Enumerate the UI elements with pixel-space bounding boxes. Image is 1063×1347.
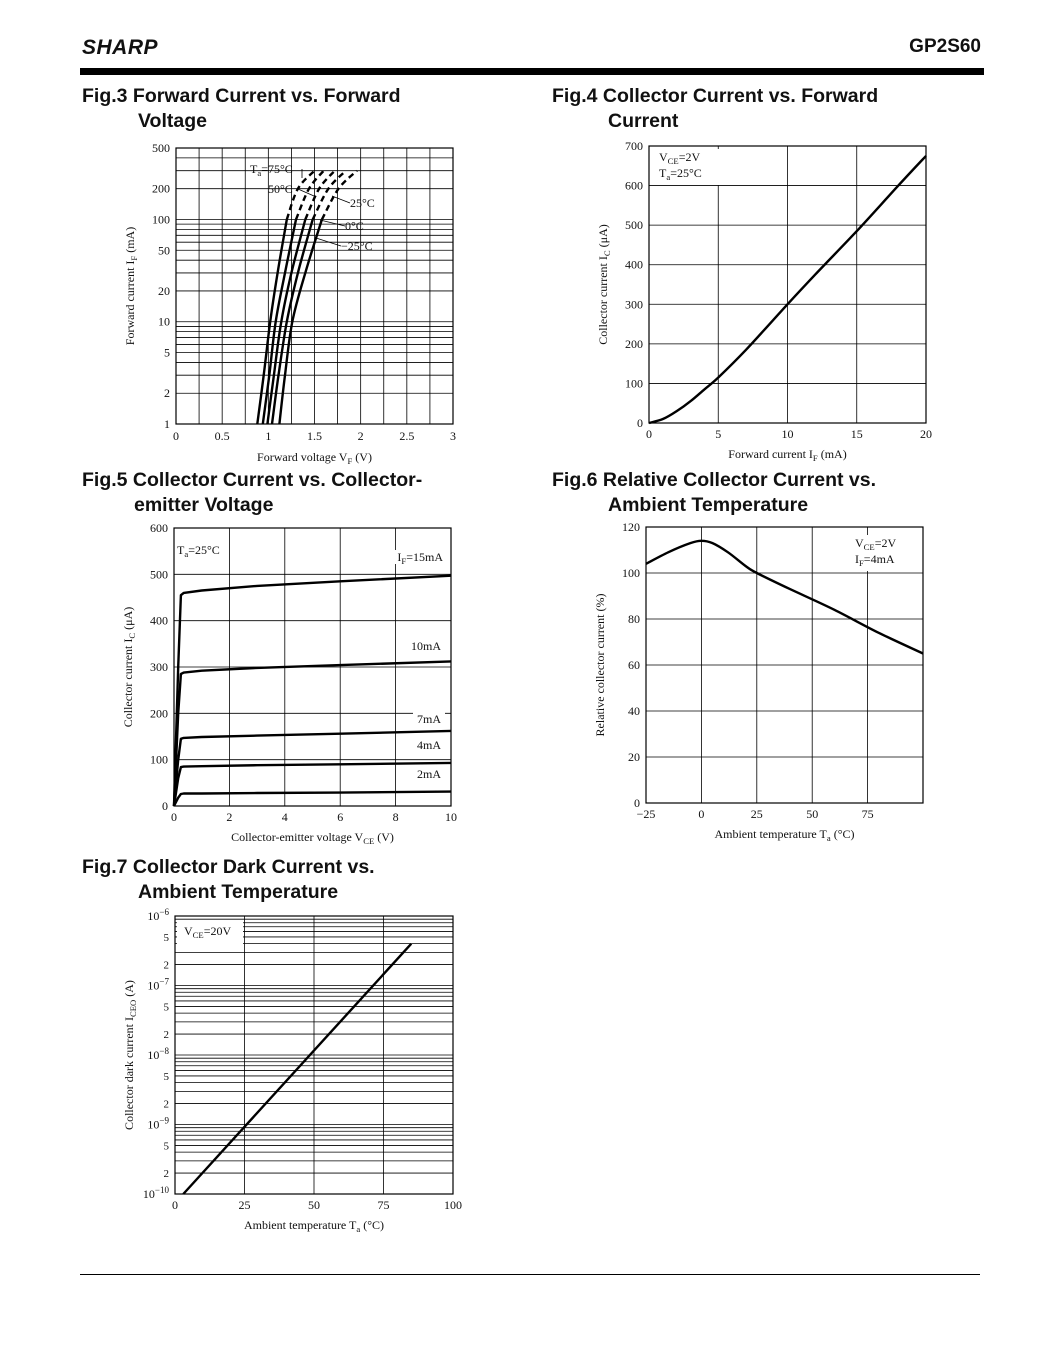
- fig7-y-axis-label: Collector dark current $I_{CEO}$ (A): [122, 980, 138, 1130]
- fig5-x-tick-label: 0: [171, 810, 177, 824]
- fig4-title-line2: Current: [608, 110, 679, 132]
- fig3-series-label-3: 0°C: [345, 219, 364, 233]
- fig4-y-tick-label: 700: [625, 139, 643, 153]
- fig3-x-tick-label: 1.5: [307, 429, 322, 443]
- fig5-x-axis-label: Collector-emitter voltage $V_{CE}$ (V): [231, 830, 394, 846]
- fig7-y-minor-tick-label: 2: [163, 1098, 169, 1111]
- fig7-x-tick-label: 100: [444, 1198, 462, 1212]
- fig5-y-tick-label: 500: [150, 567, 168, 582]
- fig5-series-line-4: [174, 792, 451, 806]
- fig4-x-tick-label: 0: [646, 427, 652, 441]
- fig3-leader-2: [332, 196, 350, 203]
- fig3-y-tick-label: 200: [152, 181, 170, 196]
- fig5-y-tick-label: 600: [150, 521, 168, 535]
- fig4-y-tick-label: 600: [625, 178, 643, 193]
- fig3-x-tick-label: 0.5: [214, 429, 230, 443]
- fig4-y-tick-label: 200: [625, 336, 643, 351]
- fig3-y-tick-label: 10: [158, 314, 170, 329]
- fig6-x-tick-label: −25: [636, 807, 656, 821]
- fig3-x-axis-label: Forward voltage $V_F$ (V): [257, 450, 372, 466]
- fig4-x-axis-label: Forward current $I_F$ (mA): [728, 447, 847, 463]
- fig6-x-tick-label: 25: [750, 807, 763, 821]
- fig5-series-label-4: 2mA: [417, 767, 441, 781]
- fig7-y-major-tick-label: $10^{-7}$: [147, 976, 169, 993]
- fig6-condition-1: $I_F=4mA$: [855, 552, 895, 568]
- fig7-x-tick-label: 50: [308, 1198, 320, 1212]
- fig4-y-tick-label: 500: [625, 218, 643, 233]
- fig7-x-axis-label: Ambient temperature $T_a$ (°C): [243, 1218, 385, 1234]
- fig7-x-tick-label: 75: [377, 1198, 390, 1212]
- fig5-series-line-3: [174, 763, 451, 806]
- fig6-condition-0: $V_{CE}=2V$: [855, 536, 897, 552]
- fig5-x-tick-label: 10: [445, 810, 457, 824]
- fig3-y-tick-label: 500: [152, 141, 170, 155]
- fig5-x-tick-label: 2: [226, 810, 233, 824]
- fig3-series-label-2: 25°C: [350, 196, 375, 210]
- brand-logo: SHARP: [82, 36, 159, 59]
- fig6-title-line1: Fig.6 Relative Collector Current vs.: [552, 469, 877, 491]
- fig3-x-tick-label: 2: [357, 429, 364, 443]
- fig7-y-minor-tick-label: 5: [163, 1140, 169, 1153]
- fig3-series-label-0: $T_a=75^\circ C$: [250, 162, 293, 178]
- fig6-y-axis-label: Relative collector current (%): [593, 593, 607, 737]
- fig5-series-line-0: [174, 576, 451, 806]
- fig5-y-tick-label: 100: [150, 752, 168, 767]
- fig7-y-minor-tick-label: 2: [163, 1029, 169, 1042]
- fig3-x-tick-label: 1: [265, 429, 272, 443]
- fig5-y-tick-label: 200: [150, 706, 168, 721]
- fig3-series-dashed-1: [296, 171, 324, 220]
- fig6-title-line2: Ambient Temperature: [608, 494, 809, 516]
- fig3-x-tick-label: 2.5: [399, 429, 415, 443]
- fig3-series-dashed-3: [313, 171, 346, 220]
- fig4-y-tick-label: 100: [625, 376, 643, 391]
- fig3-y-tick-label: 20: [158, 283, 170, 298]
- fig7-title-line2: Ambient Temperature: [138, 881, 339, 903]
- fig5-y-tick-label: 300: [150, 660, 168, 674]
- fig5-series-label-1: 10mA: [411, 639, 441, 653]
- fig4-x-tick-label: 10: [781, 427, 794, 441]
- fig5-series-label-3: 4mA: [417, 738, 441, 752]
- fig6-y-tick-label: 120: [622, 520, 640, 534]
- fig3-title-line1: Fig.3 Forward Current vs. Forward: [82, 85, 401, 107]
- fig3-x-tick-label: 0: [173, 429, 179, 443]
- fig5-condition-0: $T_a=25^\circ C$: [177, 543, 220, 559]
- fig6-x-axis-label: Ambient temperature $T_a$ (°C): [714, 827, 855, 843]
- fig3-y-tick-label: 5: [164, 345, 170, 360]
- fig6-y-tick-label: 20: [628, 750, 640, 764]
- fig5-series-label-2: 7mA: [417, 712, 441, 726]
- fig7-y-major-tick-label: $10^{-8}$: [147, 1046, 169, 1062]
- fig4-y-tick-label: 300: [625, 297, 643, 312]
- fig5-y-tick-label: 400: [150, 613, 168, 628]
- fig3-leader-3: [320, 220, 345, 226]
- fig7-y-minor-tick-label: 2: [163, 1168, 169, 1181]
- fig4-x-tick-label: 5: [715, 427, 722, 441]
- fig4-x-tick-label: 15: [850, 427, 863, 441]
- fig7-x-tick-label: 25: [238, 1198, 251, 1212]
- fig7-y-minor-tick-label: 5: [163, 931, 169, 944]
- fig3-y-tick-label: 50: [158, 243, 170, 258]
- fig3-y-tick-label: 1: [164, 417, 170, 431]
- fig5-x-tick-label: 4: [281, 810, 288, 824]
- part-number: GP2S60: [909, 36, 981, 57]
- fig7-y-major-tick-label: $10^{-10}$: [142, 1185, 169, 1201]
- fig4-condition-1: $T_a=25^\circ C$: [659, 166, 702, 182]
- fig3-y-tick-label: 2: [164, 386, 170, 401]
- fig7-y-major-tick-label: $10^{-9}$: [147, 1115, 169, 1132]
- fig6-y-tick-label: 80: [628, 612, 640, 626]
- fig7-x-tick-label: 0: [172, 1198, 178, 1212]
- fig7-y-minor-tick-label: 2: [163, 959, 169, 972]
- fig6-y-tick-label: 100: [622, 566, 640, 580]
- fig3-y-axis-label: Forward current $I_F$ (mA): [123, 226, 139, 346]
- fig5-title-line2: emitter Voltage: [134, 494, 274, 516]
- fig6-x-tick-label: 50: [806, 807, 819, 821]
- fig5-title-line1: Fig.5 Collector Current vs. Collector-: [82, 469, 423, 491]
- fig7-title-line1: Fig.7 Collector Dark Current vs.: [82, 856, 375, 878]
- fig6-y-tick-label: 0: [634, 796, 640, 810]
- fig7-series-line: [183, 944, 411, 1194]
- fig6-y-tick-label: 40: [628, 704, 640, 718]
- fig4-y-tick-label: 0: [637, 416, 643, 430]
- fig3-x-tick-label: 3: [450, 429, 456, 443]
- fig6-x-tick-label: 0: [698, 807, 705, 821]
- fig7-condition-0: $V_{CE}=20V$: [184, 924, 232, 940]
- fig3-y-tick-label: 100: [152, 212, 170, 227]
- fig3-title-line2: Voltage: [138, 110, 207, 132]
- fig6-y-tick-label: 60: [628, 658, 640, 672]
- fig3-series-label-1: 50°C: [268, 182, 293, 196]
- fig4-x-tick-label: 20: [920, 427, 932, 441]
- fig5-series-line-2: [174, 731, 451, 806]
- fig5-x-tick-label: 8: [392, 810, 399, 824]
- fig3-leader-1: [298, 189, 314, 196]
- fig5-y-tick-label: 0: [162, 799, 168, 813]
- fig3-series-label-4: −25°C: [341, 239, 373, 253]
- fig4-condition-0: $V_{CE}=2V$: [659, 150, 701, 166]
- footer-rule: [80, 1274, 980, 1275]
- fig6-x-tick-label: 75: [861, 807, 874, 821]
- fig7-y-minor-tick-label: 5: [163, 1070, 169, 1083]
- fig7-y-major-tick-label: $10^{-6}$: [147, 907, 169, 923]
- fig5-x-tick-label: 6: [337, 810, 344, 824]
- fig5-y-axis-label: Collector current $I_C$ (μA): [121, 606, 137, 728]
- fig3-series-dashed-2: [305, 171, 335, 220]
- fig4-title-line1: Fig.4 Collector Current vs. Forward: [552, 85, 879, 107]
- fig7-y-minor-tick-label: 5: [163, 1001, 169, 1014]
- fig4-y-tick-label: 400: [625, 257, 643, 272]
- fig4-y-axis-label: Collector current $I_C$ (μA): [596, 224, 612, 345]
- fig5-series-label-0: $I_F=15mA$: [397, 550, 443, 566]
